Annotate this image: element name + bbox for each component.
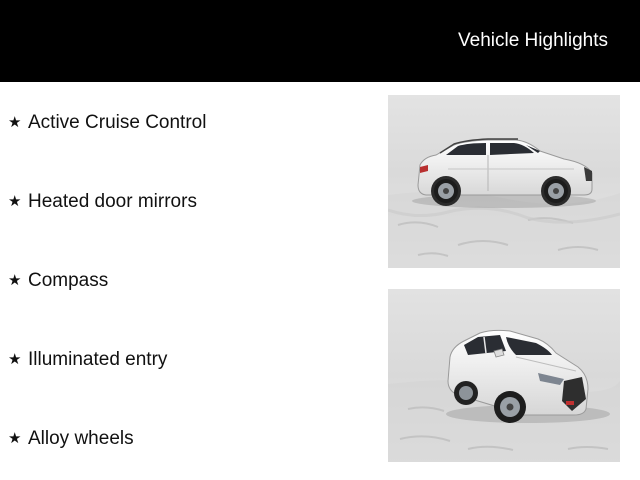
car-side-image	[388, 95, 620, 268]
feature-label: Active Cruise Control	[28, 112, 207, 133]
vehicle-photo-front	[388, 289, 620, 462]
feature-label: Compass	[28, 270, 109, 291]
feature-label: Illuminated entry	[28, 349, 168, 370]
star-icon: ★	[8, 114, 22, 131]
star-icon: ★	[8, 272, 22, 289]
feature-item	[8, 426, 134, 452]
feature-label: Alloy wheels	[28, 428, 134, 449]
star-icon: ★	[8, 193, 22, 210]
feature-item	[8, 189, 197, 215]
feature-label: Heated door mirrors	[28, 191, 197, 212]
header-bar	[0, 0, 640, 82]
star-icon: ★	[8, 351, 22, 368]
feature-item	[8, 347, 167, 373]
feature-item	[8, 110, 206, 136]
vehicle-photo-side	[388, 95, 620, 268]
star-icon: ★	[8, 430, 22, 447]
page-title: Vehicle Highlights	[458, 30, 608, 51]
car-front-image	[388, 289, 620, 462]
feature-item	[8, 268, 108, 294]
feature-list	[0, 82, 370, 480]
